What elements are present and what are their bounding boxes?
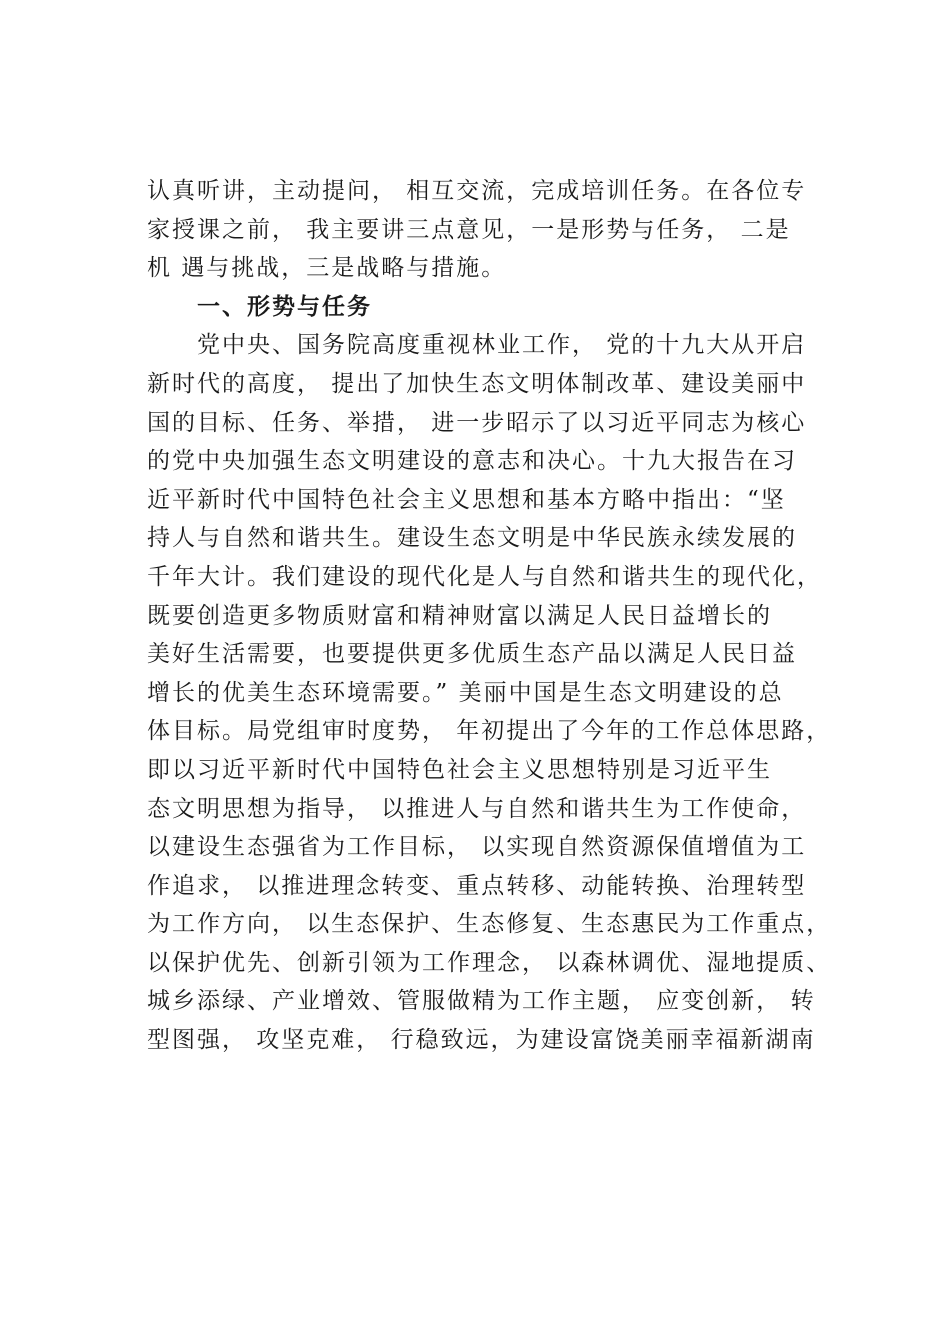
intro-line: 认真听讲，主动提问， 相互交流，完成培训任务。在各位专 bbox=[147, 178, 807, 204]
section-heading: 一、形势与任务 bbox=[197, 293, 372, 320]
body-line: 增长的优美生态环境需要。” 美丽中国是生态文明建设的总 bbox=[147, 679, 784, 706]
body-line: 持人与自然和谐共生。建设生态文明是中华民族永续发展的 bbox=[147, 525, 797, 552]
body-line: 作追求， 以推进理念转变、重点转移、动能转换、治理转型 bbox=[147, 872, 807, 899]
body-line: 以建设生态强省为工作目标， 以实现自然资源保值增值为工 bbox=[147, 834, 807, 861]
body-line: 近平新时代中国特色社会主义思想和基本方略中指出：“坚 bbox=[147, 486, 786, 513]
body-line: 千年大计。我们建设的现代化是人与自然和谐共生的现代化， bbox=[147, 563, 822, 590]
body-line: 体目标。局党组审时度势， 年初提出了今年的工作总体思路， bbox=[147, 718, 832, 745]
body-line: 新时代的高度， 提出了加快生态文明体制改革、建设美丽中 bbox=[147, 370, 807, 397]
body-line: 以保护优先、创新引领为工作理念， 以森林调优、湿地提质、 bbox=[147, 949, 832, 976]
body-line: 态文明思想为指导， 以推进人与自然和谐共生为工作使命， bbox=[147, 795, 807, 822]
body-line: 美好生活需要，也要提供更多优质生态产品以满足人民日益 bbox=[147, 641, 797, 668]
body-line: 国的目标、任务、举措， 进一步昭示了以习近平同志为核心 bbox=[147, 409, 807, 436]
body-line: 既要创造更多物质财富和精神财富以满足人民日益增长的 bbox=[147, 602, 772, 629]
intro-line: 家授课之前， 我主要讲三点意见，一是形势与任务， 二是 bbox=[147, 216, 791, 243]
intro-line: 机 遇与挑战，三是战略与措施。 bbox=[147, 255, 507, 282]
body-line: 即以习近平新时代中国特色社会主义思想特别是习近平生 bbox=[147, 756, 772, 783]
body-line: 城乡添绿、产业增效、管服做精为工作主题， 应变创新， 转 bbox=[147, 988, 816, 1015]
body-line: 的党中央加强生态文明建设的意志和决心。十九大报告在习 bbox=[147, 448, 797, 475]
document-body bbox=[147, 172, 832, 1060]
body-line: 型图强， 攻坚克难， 行稳致远，为建设富饶美丽幸福新湖南 bbox=[147, 1027, 816, 1054]
body-line: 党中央、国务院高度重视林业工作， 党的十九大从开启 bbox=[197, 332, 807, 359]
body-line: 为工作方向， 以生态保护、生态修复、生态惠民为工作重点， bbox=[147, 911, 832, 938]
